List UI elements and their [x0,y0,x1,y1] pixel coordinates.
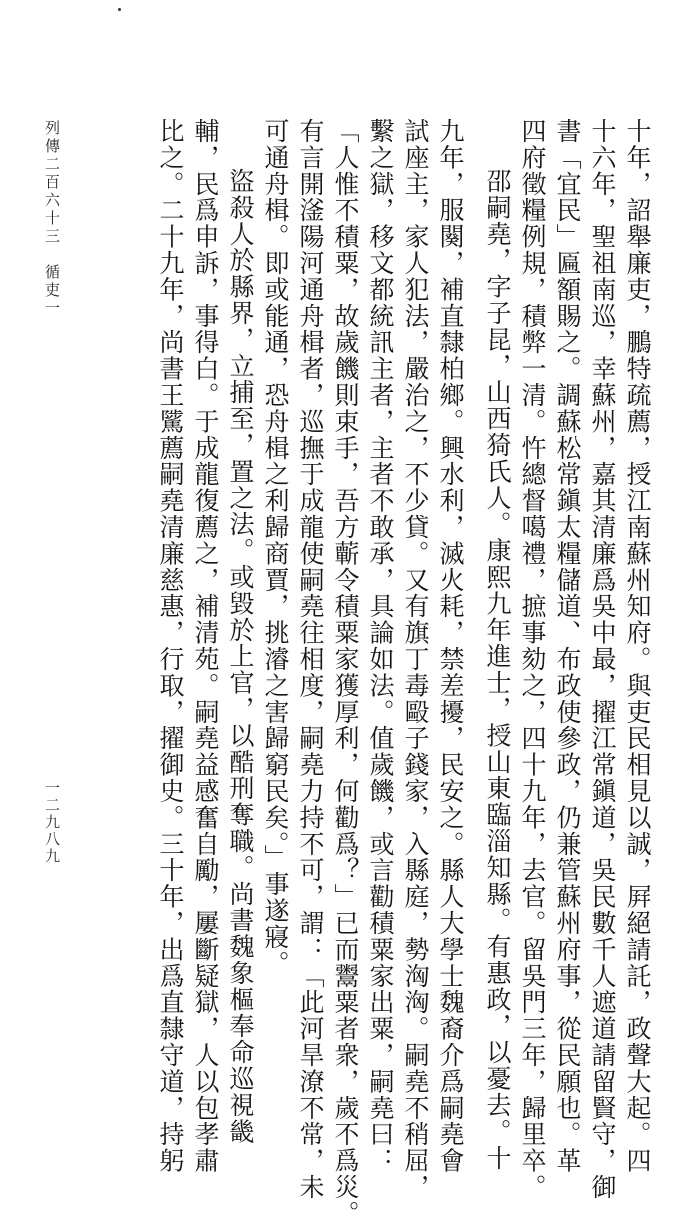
text-column-6: 九年，服闋，補直隸柏鄉。興水利，滅火耗，禁差擾，民安之。縣人大學士魏裔介爲嗣堯會 [436,118,465,1174]
text-column-9: 「人惟不積粟，故歲饑則束手，吾方蘄令積粟家獲厚利，何勸爲？」已而鬻粟者衆，歲不爲災。 [331,118,360,1227]
text-column-8: 繫之獄，移文都統訊主者，主者不敢承，具論如法。值歲饑，或言勸積粟家出粟，嗣堯曰： [366,118,395,1174]
page-number: 一二九八九 [43,780,61,865]
body-text [153,118,655,1227]
text-column-5: 邵嗣堯，字子昆，山西猗氏人。康熙九年進士，授山東臨淄知縣。有惠政，以憂去。十 [483,168,512,1172]
text-column-12: 盜殺人於縣界，立捕至，置之法。或毀於上官，以酷刑奪職。尚書魏象樞奉命巡視畿 [226,168,255,1145]
text-column-11: 可通舟楫。即或能通，恐舟楫之利歸商賈，挑濬之害歸窮民矣。」事遂寢。 [261,118,290,977]
text-column-1: 十年，詔舉廉吏，鵬特疏薦，授江南蘇州知府。與吏民相見以誠，屛絕請託，政聲大起。四 [623,118,652,1174]
text-column-7: 試座主，家人犯法，嚴治之，不少貸。又有旗丁毒毆子錢家，入縣庭，勢洶洶。嗣堯不稍屈， [401,118,430,1201]
text-column-3: 書「宜民」匾額賜之。調蘇松常鎭太糧儲道、布政使參政，仍兼管蘇州府事，從民願也。革 [553,118,582,1174]
text-column-2: 十六年，聖祖南巡，幸蘇州，嘉其清廉爲吳中最，擢江常鎭道，吳民數千人遮道請留賢守，御 [588,118,617,1201]
text-column-10: 有言開滏陽河通舟楫者，巡撫于成龍使嗣堯往相度，嗣堯力持不可，謂：「此河旱潦不常，未 [296,118,325,1201]
text-column-14: 比之。二十九年，尚書王騭薦嗣堯清廉慈惠，行取，擢御史。三十年，出爲直隸守道，持躬 [156,118,185,1174]
text-column-4: 四府徵糧例規，積弊一清。忤總督噶禮，摭事劾之，四十九年，去官。留吳門三年，歸里卒。 [518,118,547,1201]
ink-speck [118,8,121,11]
running-title: 列傳二百六十三 循吏一 [43,120,61,318]
text-column-13: 輔，民爲申訴，事得白。于成龍復薦之，補清苑。嗣堯益感奮自勵，屢斷疑獄，人以包孝肅 [191,118,220,1174]
